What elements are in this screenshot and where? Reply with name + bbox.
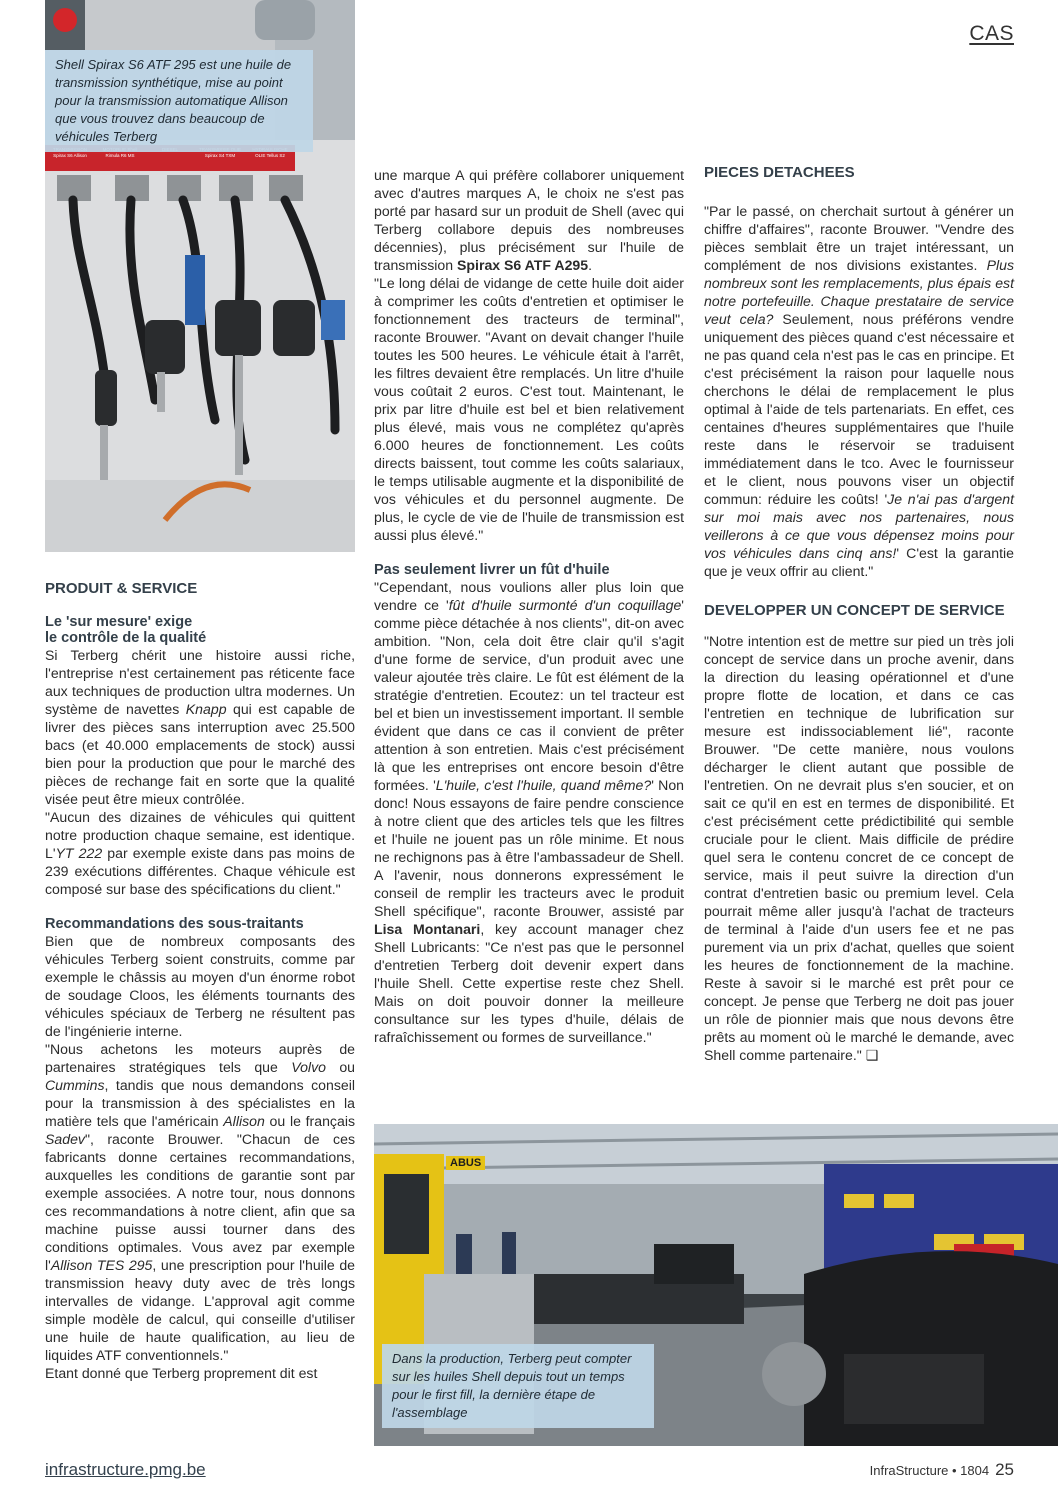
subheading-sur-mesure: Le 'sur mesure' exige le contrôle de la qualité xyxy=(45,614,207,646)
heading-produit-service: PRODUIT & SERVICE xyxy=(45,580,198,597)
paragraph: "Nous achetons les moteurs auprès de partenaires stratégiques tels que Volvo ou Cummins, tandis que nous demandons conseil pour la transmission à des spécialistes en la matière tels que l'américain Allison ou le français Sadev", raconte Brouwer. "Chacun de ces fabricants donne certaines recommandations, auxquelles les conditions de garantie sont par exemple associées. A notre tour, nous donnons ces recommandations à notre client, afin que sa machine puisse aussi tourner dans des conditions optimales. Vous avez par exemple l'Allison TES 295, une prescription pour l'huile de transmission heavy duty avec de très longs intervalles de vidange. L'approval agit comme simple modèle de calcul, qui conseille d'utiliser une huile de haute qualification, au lieu de liquides ATF conventionnels." xyxy=(45,1041,355,1363)
paragraph: Si Terberg chérit une histoire aussi riche, l'entreprise n'est certainement pas réticente face aux techniques de production ultra modernes. Un système de navettes Knapp qui est capable de livrer des pièces sans interruption avec 25.500 bacs (et 40.000 emplacements de stock) aussi bien pour la production que pour le marché des pièces de rechange fait en sorte que la qualité visée peut être mieux contrôlée. xyxy=(45,647,355,807)
paragraph: "Par le passé, on cherchait surtout à générer un chiffre d'affaires", raconte Brouwer. "Vendre des pièces semblait être un trajet intéressant, un complément de nos divisions existantes. Plus nombreux sont les remplacements, plus épais est notre portefeuille. Chaque prestataire de service veut cela? Seulement, nous préférons vendre uniquement des pièces quand c'est nécessaire et ne pas quand cela n'est pas le cas en principe. Et c'est précisément la raison pour laquelle nous cherchons le délai de remplacement le plus optimal à l'aide de tels partenariats. En effet, ces centaines d'heures supplémentaires que l'huile reste dans le réservoir se traduisent immédiatement dans le tco. Avec le fournisseur et le client, nous pouvons viser un objectif commun: réduire les coûts! 'Je n'ai pas d'argent sur moi mais avec nos partenaires, nous veillerons à ce que vous dépensez moins pour vos véhicules dans cinq ans!' C'est la garantie que je veux offrir au client." xyxy=(704,203,1015,579)
dispenser-label: Rimula R6 MS xyxy=(105,153,135,158)
column-2 xyxy=(374,166,684,1046)
paragraph: une marque A qui préfère collaborer uniquement avec d'autres marques A, le choix ne s'est pas porté par hasard sur un produit de Shell (avec qui Terberg collabore depuis des nombreuses décennies), plus précisément sur l'huile de transmission Spirax S6 ATF A295. xyxy=(374,167,684,273)
heading-pieces-detachees: PIECES DETACHEES xyxy=(704,164,855,181)
paragraph: "Le long délai de vidange de cette huile doit aider à comprimer les coûts d'entretien et optimiser le fonctionnement des tracteurs de terminal", raconte Brouwer. "Avant on devait changer l'huile toutes les 500 heures. Le véhicule était à l'arrêt, les filtres devaient être remplacés. Un litre d'huile vous coûtait 2 euros. C'est tout. Maintenant, le prix par litre d'huile est bel et bien relativement plus élevé, mais vous ne complétez qu'après 6.000 heures de fonctionnement. Les coûts directs baissent, tout comme les coûts salariaux, le temps utilisable augmente et la disponibilité de vos véhicules et du personnel augmente. De plus, le cycle de vie de l'huile de transmission est aussi plus élevé." xyxy=(374,275,684,543)
photo-caption-top: Shell Spirax S6 ATF 295 est une huile de transmission synthétique, mise au point pour la transmission automatique Allison que vous trouvez dans beaucoup de véhicules Terberg xyxy=(45,50,313,152)
photo-oil-dispensers xyxy=(45,0,355,552)
subheading-recommandations: Recommandations des sous-traitants xyxy=(45,916,304,932)
paragraph: "Notre intention est de mettre sur pied un très joli concept de service dans un proche avenir, dans la direction du leasing opérationnel et d'une propre flotte de location, et dans ce cas l'entretien en technique de lubrification sur mesure est indissociablement lié", raconte Brouwer. "De cette manière, nous voulons décharger le client autant que possible de l'entretien. On ne devrait plus s'en soucier, et on sait ce qu'il en est en termes de disponibilité. Et c'est précisément cette prédictibilité qui semble cruciale pour le client. Mais difficile de prédire quel sera le contenu concret de ce concept de service, mais il peut suivre la direction d'un contrat d'entretien basic ou premium level. Cela pourrait même aller jusqu'à l'achat de tracteurs de terminal à l'aide d'un users fee et ne pas purement via un prix d'achat, quelles que soient les heures de fonctionnement de la machine. Reste à savoir si le marché est prêt pour ce concept. Je pense que Terberg ne doit pas jouer un rôle de pionnier mais que nous devons être prêts au moment où le marché le demande, avec Shell comme partenaire." ❑ xyxy=(704,633,1014,1063)
hall-sign: ABUS xyxy=(446,1156,485,1170)
paragraph: Etant donné que Terberg proprement dit est xyxy=(45,1365,318,1381)
paragraph: "Cependant, nous voulions aller plus loin que vendre ce 'fût d'huile surmonté d'un coquillage' comme pièce détachée à nos clients", dit-on avec ambition. "Non, cela doit être clair qu'il s'agit d'une forme de service, d'un produit avec une valeur ajoutée très claire. Le fût est élément de la stratégie d'entretien. Ecoutez: un tel tracteur est bel et bien un investissement important. Il semble évident que dans ce cas il convient de prêter attention à son entretien. Mais c'est précisément là que les entreprises ont encore besoin d'être formées. 'L'huile, c'est l'huile, quand même?' Non donc! Nous essayons de faire pendre conscience à notre client que des articles tels que les filtres et l'huile ne jouent pas un rôle minime. Et nous ne rechignons pas à être l'ambassadeur de Shell. A l'avenir, nous donnerons expressément le conseil de remplir les tracteurs avec le produit Shell spécifique", raconte Brouwer, assisté par Lisa Montanari, key account manager chez Shell Lubricants: "Ce n'est pas que le personnel d'entretien Terberg doit devenir expert dans l'huile Shell. Cette expertise reste chez Shell. Mais on doit pouvoir donner la meilleure consultance sur les types d'huile, délais de rafraîchissement ou formes de surveillance." xyxy=(374,579,684,1045)
dispenser-label: OLIE Tellus S2 xyxy=(255,153,285,158)
magazine-issue: InfraStructure • 1804 xyxy=(869,1463,990,1478)
heading-concept-service: DEVELOPPER UN CONCEPT DE SERVICE xyxy=(704,602,1005,619)
section-tag: CAS xyxy=(969,22,1014,45)
photo-production-hall xyxy=(374,1124,1058,1446)
column-1 xyxy=(45,580,355,1382)
footer-url[interactable]: infrastructure.pmg.be xyxy=(45,1460,206,1479)
page-number: 25 xyxy=(995,1460,1014,1479)
paragraph: "Aucun des dizaines de véhicules qui quittent notre production chaque semaine, est identique. L'YT 222 par exemple existe dans pas moins de 239 exécutions différentes. Chaque véhicule est composé sur base des spécifications du client." xyxy=(45,809,355,897)
subheading-fut-huile: Pas seulement livrer un fût d'huile xyxy=(374,562,610,578)
dispenser-label: Spirax S4 TXM xyxy=(204,153,236,158)
footer-magazine xyxy=(870,1460,1014,1480)
column-3 xyxy=(704,164,1014,1064)
end-mark: ❑ xyxy=(865,1047,879,1063)
dispenser-label: Spirax S6 Allison xyxy=(53,153,87,158)
paragraph: Bien que de nombreux composants des véhicules Terberg soient construits, comme par exemple le châssis au moyen d'un énorme robot de soudage Cloos, les éléments tournants des véhicules spéciaux de Terberg ne résultent pas de l'ingénierie interne. xyxy=(45,933,355,1039)
photo-caption-bottom: Dans la production, Terberg peut compter sur les huiles Shell depuis tout un temps pour le first fill, la dernière étape de l'assemblage xyxy=(382,1344,654,1428)
